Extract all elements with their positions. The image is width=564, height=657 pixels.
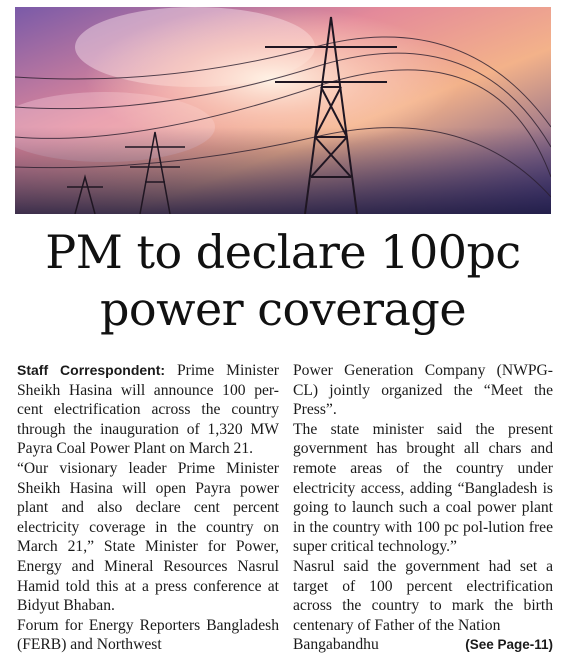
paragraph-6: Nasrul said the government had set a target of 100 percent electrification across the country to mark the birth centenary of Father of the Nation [293, 557, 553, 634]
paragraph-1 [17, 361, 279, 459]
headline-line-2: power coverage [99, 282, 467, 336]
headline [15, 224, 551, 338]
byline: Staff Correspondent: [17, 362, 166, 378]
paragraph-3: Forum for Energy Reporters Bangladesh (FERB) and Northwest [17, 616, 279, 654]
continued-see-page: (See Page-11) [465, 637, 553, 653]
paragraph-1-text: Prime Minister Sheikh Hasina will announce 100 per-cent electrification across the country through the inauguration of 1,320 MW Payra Coal Power Plant on March 21. [17, 362, 279, 458]
paragraph-5: The state minister said the present government has brought all chars and remote areas of the country under electricity access, adding “Bangladesh is going to launch such a coal power plant in the country with 100 pc pol-lution free super critical technology.” [293, 420, 553, 556]
power-transmission-tower-photo [15, 7, 551, 214]
paragraph-4: Power Generation Company (NWPG-CL) jointly organized the “Meet the Press”. [293, 362, 553, 419]
article-column-right [293, 361, 553, 655]
headline-line-1: PM to declare 100pc [45, 225, 521, 279]
article-column-left [17, 361, 279, 655]
power-tower-photo [15, 7, 551, 214]
paragraph-2: “Our visionary leader Prime Minister Sheikh Hasina will open Payra power plant and also declare cent percent electricity coverage in the country on March 21,” State Minister for Power, Energy and Mineral Resources Nasrul Hamid told this at a press conference at Bidyut Bhaban. [17, 459, 279, 615]
paragraph-6-end [293, 635, 553, 655]
last-word: Bangabandhu [293, 636, 379, 654]
